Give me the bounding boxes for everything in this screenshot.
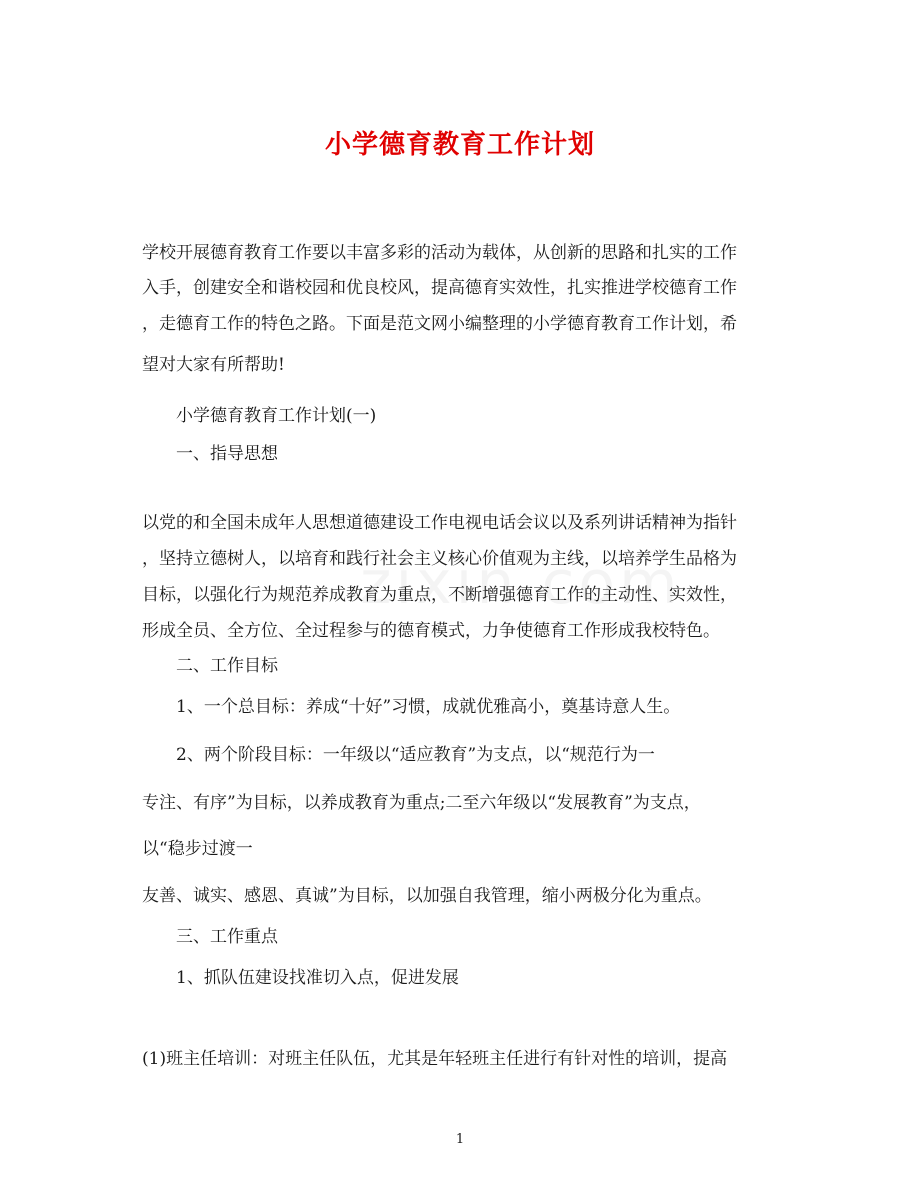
section-heading-work-focus: 三、工作重点: [176, 927, 278, 947]
section-heading-work-goals: 二、工作目标: [176, 656, 278, 676]
focus-line-1: 1、抓队伍建设找准切入点，促进发展: [176, 968, 459, 988]
page-number: 1: [455, 1132, 465, 1147]
goal-line-2: 2、两个阶段目标：一年级以“适应教育”为支点，以“规范行为一: [176, 745, 655, 765]
goal-line-4: 以“稳步过渡一: [142, 839, 253, 859]
focus-line-2: (1)班主任培训：对班主任队伍，尤其是年轻班主任进行有针对性的培训，提高: [142, 1049, 728, 1069]
section-heading-plan-one: 小学德育教育工作计划(一): [176, 406, 377, 426]
intro-line-3: ，走德育工作的特色之路。下面是范文网小编整理的小学德育教育工作计划，希: [142, 314, 737, 334]
intro-line-1: 学校开展德育教育工作要以丰富多彩的活动为载体，从创新的思路和扎实的工作: [142, 243, 737, 263]
goal-line-1: 1、一个总目标：养成“十好”习惯，成就优雅高小，奠基诗意人生。: [176, 697, 681, 717]
guiding-line-1: 以党的和全国未成年人思想道德建设工作电视电话会议以及系列讲话精神为指针: [142, 513, 737, 533]
intro-line-2: 入手，创建安全和谐校园和优良校风，提高德育实效性，扎实推进学校德育工作: [142, 278, 737, 298]
goal-line-5: 友善、诚实、感恩、真诚”为目标，以加强自我管理，缩小两极分化为重点。: [142, 886, 712, 906]
guiding-line-2: ，坚持立德树人，以培育和践行社会主义核心价值观为主线，以培养学生品格为: [142, 549, 737, 569]
intro-line-4: 望对大家有所帮助!: [142, 355, 285, 375]
goal-line-3: 专注、有序”为目标，以养成教育为重点;二至六年级以“发展教育”为支点，: [142, 793, 701, 813]
document-title: 小学德育教育工作计划: [324, 130, 595, 160]
guiding-line-4: 形成全员、全方位、全过程参与的德育模式，力争使德育工作形成我校特色。: [142, 621, 720, 641]
section-heading-guiding-thought: 一、指导思想: [176, 444, 278, 464]
guiding-line-3: 目标，以强化行为规范养成教育为重点，不断增强德育工作的主动性、实效性，: [142, 585, 737, 605]
